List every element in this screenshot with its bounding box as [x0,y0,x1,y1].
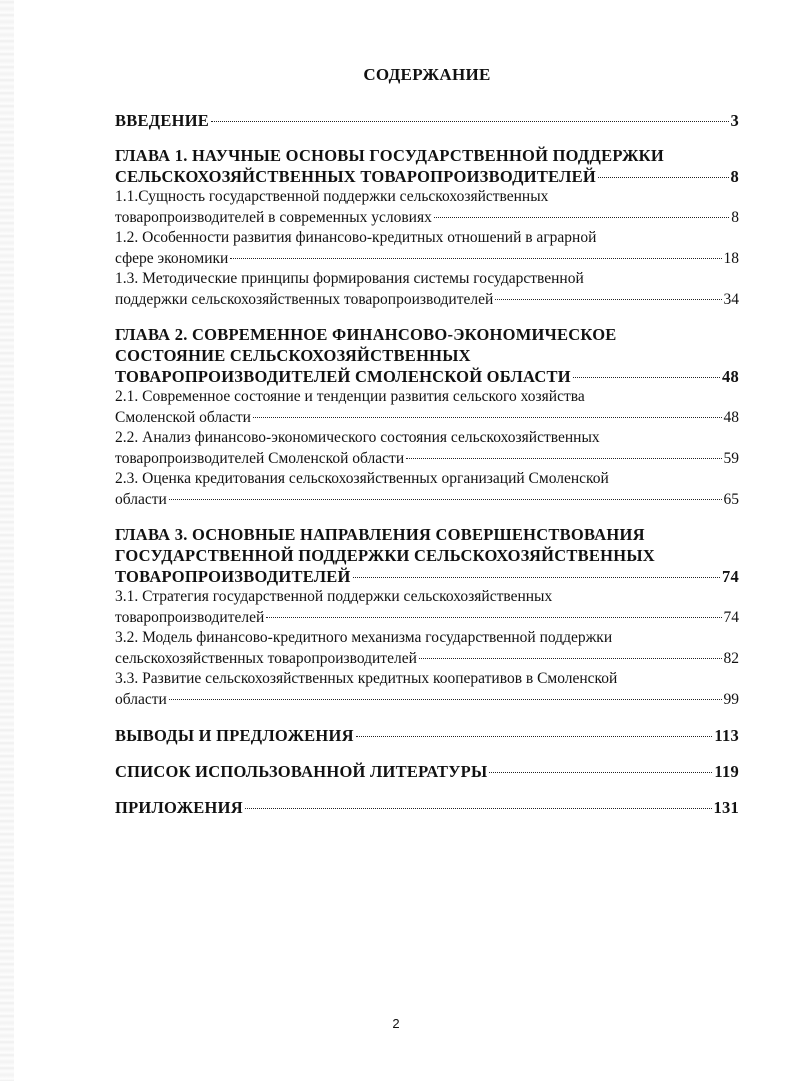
toc-entry-last-line [115,408,739,429]
toc-entry [115,469,739,510]
toc-page-number: 82 [723,649,739,667]
dot-leader [495,299,721,300]
toc-page-number: 113 [714,726,739,745]
page-number: 2 [392,1016,400,1031]
dot-leader [573,377,720,378]
toc-entry-text-line: товаропроизводителей в современных условиях [115,208,432,226]
toc-entry-text-line: ВЫВОДЫ И ПРЕДЛОЖЕНИЯ [115,726,354,745]
toc-page-number: 8 [730,167,739,186]
toc-entry [115,587,739,628]
toc-page-number: 3 [730,111,739,130]
toc-page-number: 74 [722,567,739,586]
toc-entry-text-line: ТОВАРОПРОИЗВОДИТЕЛЕЙ СМОЛЕНСКОЙ ОБЛАСТИ [115,367,571,386]
toc-page-number: 48 [722,367,739,386]
toc-entry [115,428,739,469]
toc-page-number: 119 [714,762,739,781]
toc-entry [115,269,739,310]
toc-page-number: 18 [723,249,739,267]
dot-leader [434,217,729,218]
toc-entry-last-line [115,249,739,270]
toc-entry-text-line: ГЛАВА 2. СОВРЕМЕННОЕ ФИНАНСОВО-ЭКОНОМИЧЕСКОЕ [115,325,617,344]
toc-entry-text-line: сфере экономики [115,249,229,267]
dot-leader [356,736,713,737]
toc-entry-text-line: поддержки сельскохозяйственных товаропроизводителей [115,290,494,308]
toc-entry [115,228,739,269]
dot-leader [245,808,712,809]
toc-entry [115,110,739,131]
toc-entry-last-line [115,725,739,746]
toc-entry-last-line [115,449,739,470]
toc-entry-text-line: области [115,490,167,508]
toc-entry-last-line [115,761,739,782]
toc-page-number: 8 [731,208,739,226]
toc-entry-text-line: 1.1.Сущность государственной поддержки сельскохозяйственных [115,188,549,205]
toc-entry-text-line: СПИСОК ИСПОЛЬЗОВАННОЙ ЛИТЕРАТУРЫ [115,762,488,781]
toc-entry [115,761,739,782]
toc-entry-text-line: товаропроизводителей [115,608,265,626]
scan-edge-noise [0,0,14,1081]
toc-entry [115,797,739,818]
dot-leader [419,658,722,659]
toc-page-number: 131 [713,798,739,817]
toc-entry-text-line: ГОСУДАРСТВЕННОЙ ПОДДЕРЖКИ СЕЛЬСКОХОЗЯЙСТВЕННЫХ [115,546,655,565]
toc-entry-last-line [115,566,739,587]
dot-leader [230,258,721,259]
dot-leader [211,121,728,122]
toc-entry-text-line: ТОВАРОПРОИЗВОДИТЕЛЕЙ [115,567,351,586]
toc-entry-last-line [115,690,739,711]
dot-leader [598,177,729,178]
toc-title: СОДЕРЖАНИЕ [363,65,491,84]
toc-entry-text-line: ГЛАВА 1. НАУЧНЫЕ ОСНОВЫ ГОСУДАРСТВЕННОЙ ПОДДЕРЖКИ [115,146,664,165]
toc-entry-last-line [115,649,739,670]
dot-leader [169,699,722,700]
toc-entry-text-line: ВВЕДЕНИЕ [115,111,210,130]
toc-entry-last-line [115,110,739,131]
toc-entry [115,387,739,428]
toc-entry-text-line: СОСТОЯНИЕ СЕЛЬСКОХОЗЯЙСТВЕННЫХ [115,346,471,365]
toc-entries [115,110,739,818]
dot-leader [489,772,712,773]
toc-entry-last-line [115,166,739,187]
toc-entry [115,145,739,187]
toc-entry [115,669,739,710]
toc-entry-text-line: 3.3. Развитие сельскохозяйственных кредитных кооперативов в Смоленской [115,670,618,687]
toc-page-number: 34 [723,290,739,308]
toc-entry-text-line: 3.1. Стратегия государственной поддержки сельскохозяйственных [115,588,553,605]
toc-entry [115,725,739,746]
toc-entry-last-line [115,608,739,629]
toc-entry-text-line: 1.3. Методические принципы формирования системы государственной [115,270,584,287]
table-of-contents [115,60,739,818]
toc-entry [115,524,739,587]
toc-page-number: 48 [723,408,739,426]
toc-entry [115,324,739,387]
toc-entry-text-line: 1.2. Особенности развития финансово-кредитных отношений в аграрной [115,229,597,246]
toc-page-number: 59 [723,449,739,467]
toc-entry [115,628,739,669]
toc-page-number: 65 [723,490,739,508]
dot-leader [253,417,722,418]
toc-entry-text-line: области [115,690,167,708]
toc-entry-last-line [115,290,739,311]
toc-entry [115,187,739,228]
toc-entry-text-line: Смоленской области [115,408,251,426]
toc-entry-last-line [115,208,739,229]
dot-leader [353,577,720,578]
toc-entry-text-line: 3.2. Модель финансово-кредитного механизма государственной поддержки [115,629,613,646]
toc-entry-text-line: 2.1. Современное состояние и тенденции развития сельского хозяйства [115,388,585,405]
dot-leader [266,617,721,618]
toc-entry-text-line: 2.2. Анализ финансово-экономического состояния сельскохозяйственных [115,429,600,446]
toc-entry-text-line: 2.3. Оценка кредитования сельскохозяйственных организаций Смоленской [115,470,609,487]
toc-entry-text-line: товаропроизводителей Смоленской области [115,449,405,467]
toc-entry-last-line [115,366,739,387]
toc-entry-last-line [115,797,739,818]
toc-entry-text-line: ГЛАВА 3. ОСНОВНЫЕ НАПРАВЛЕНИЯ СОВЕРШЕНСТВОВАНИЯ [115,525,645,544]
toc-page-number: 74 [723,608,739,626]
toc-entry-text-line: СЕЛЬСКОХОЗЯЙСТВЕННЫХ ТОВАРОПРОИЗВОДИТЕЛЕЙ [115,167,596,186]
dot-leader [169,499,722,500]
dot-leader [406,458,721,459]
toc-entry-last-line [115,490,739,511]
toc-entry-text-line: сельскохозяйственных товаропроизводителей [115,649,417,667]
toc-entry-text-line: ПРИЛОЖЕНИЯ [115,798,243,817]
toc-page-number: 99 [723,690,739,708]
